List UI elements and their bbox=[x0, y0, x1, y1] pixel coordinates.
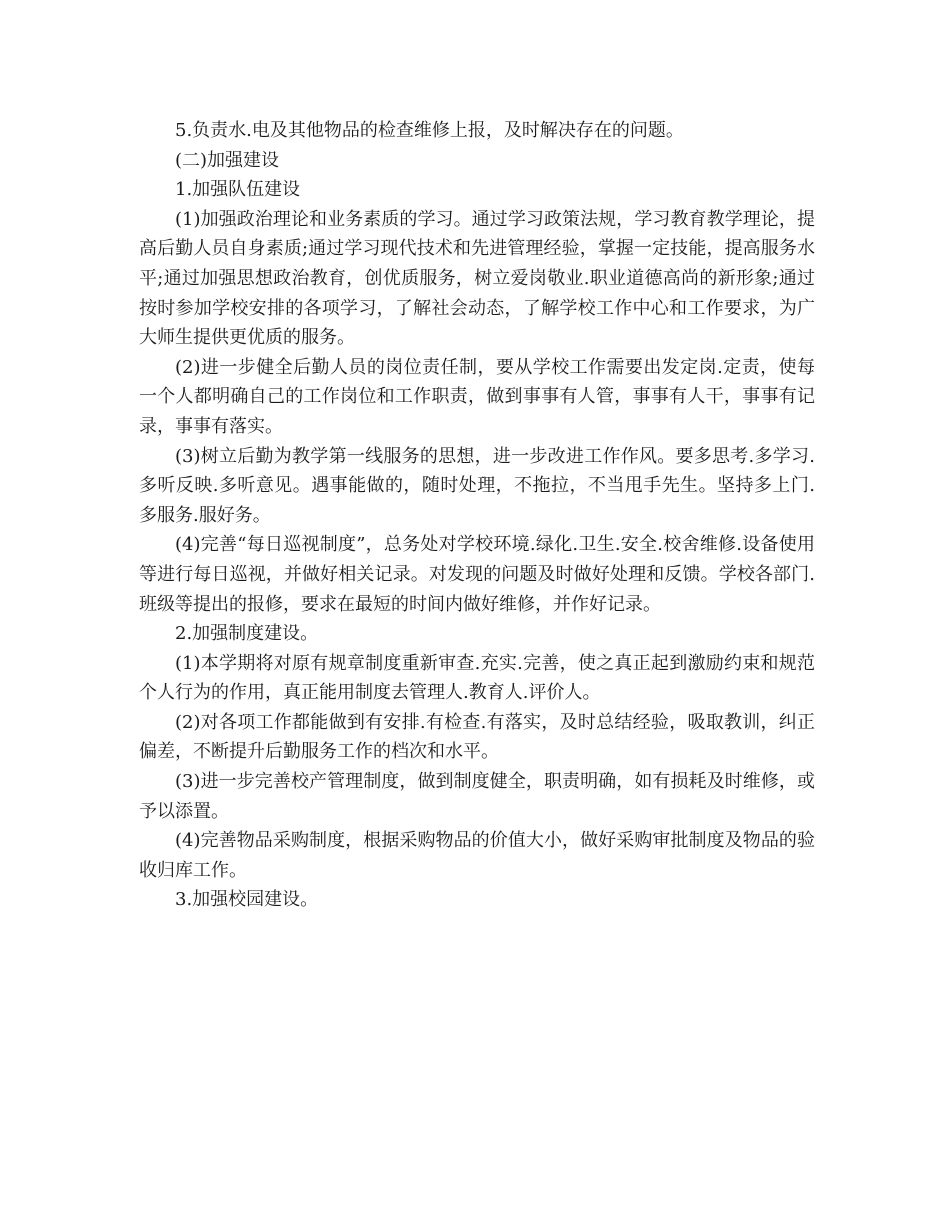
paragraph-system-1: (1)本学期将对原有规章制度重新审查.充实.完善，使之真正起到激励约束和规范个人行为的作用，真正能用制度去管理人.教育人.评价人。 bbox=[139, 652, 815, 704]
paragraph-team-2: (2)进一步健全后勤人员的岗位责任制，要从学校工作需要出发定岗.定责，使每一个人都明确自己的工作岗位和工作职责，做到事事有人管，事事有人干，事事有记录，事事有落实。 bbox=[139, 356, 815, 437]
paragraph-system-4: (4)完善物品采购制度，根据采购物品的价值大小，做好采购审批制度及物品的验收归库工作。 bbox=[139, 830, 815, 881]
paragraph-team-4: (4)完善“每日巡视制度”，总务处对学校环境.绿化.卫生.安全.校舍维修.设备使用等进行每日巡视，并做好相关记录。对发现的问题及时做好处理和反馈。学校各部门.班级等提出的报修，要求在最短的时间内做好维修，并作好记录。 bbox=[139, 534, 815, 615]
paragraph-team-3: (3)树立后勤为教学第一线服务的思想，进一步改进工作作风。要多思考.多学习.多听反映.多听意见。遇事能做的，随时处理，不拖拉，不当甩手先生。坚持多上门.多服务.服好务。 bbox=[139, 445, 815, 526]
document-page bbox=[139, 116, 815, 915]
subheading-system-building: 2.加强制度建设。 bbox=[175, 623, 319, 645]
paragraph-system-3: (3)进一步完善校产管理制度，做到制度健全，职责明确，如有损耗及时维修，或予以添置。 bbox=[139, 771, 815, 822]
paragraph-item-5: 5.负责水.电及其他物品的检查维修上报，及时解决存在的问题。 bbox=[175, 120, 684, 141]
paragraph-team-1: (1)加强政治理论和业务素质的学习。通过学习政策法规，学习教育教学理论，提高后勤人员自身素质;通过学习现代技术和先进管理经验，掌握一定技能，提高服务水平;通过加强思想政治教育，创优质服务，树立爱岗敬业.职业道德高尚的新形象;通过按时参加学校安排的各项学习，了解社会动态，了解学校工作中心和工作要求，为广大师生提供更优质的服务。 bbox=[139, 208, 815, 349]
paragraph-system-2: (2)对各项工作都能做到有安排.有检查.有落实，及时总结经验，吸取教训，纠正偏差，不断提升后勤服务工作的档次和水平。 bbox=[139, 711, 815, 763]
subheading-campus-building: 3.加强校园建设。 bbox=[175, 889, 319, 911]
section-heading-strengthen-construction: (二)加强建设 bbox=[175, 149, 280, 171]
subheading-team-building: 1.加强队伍建设 bbox=[175, 179, 301, 201]
